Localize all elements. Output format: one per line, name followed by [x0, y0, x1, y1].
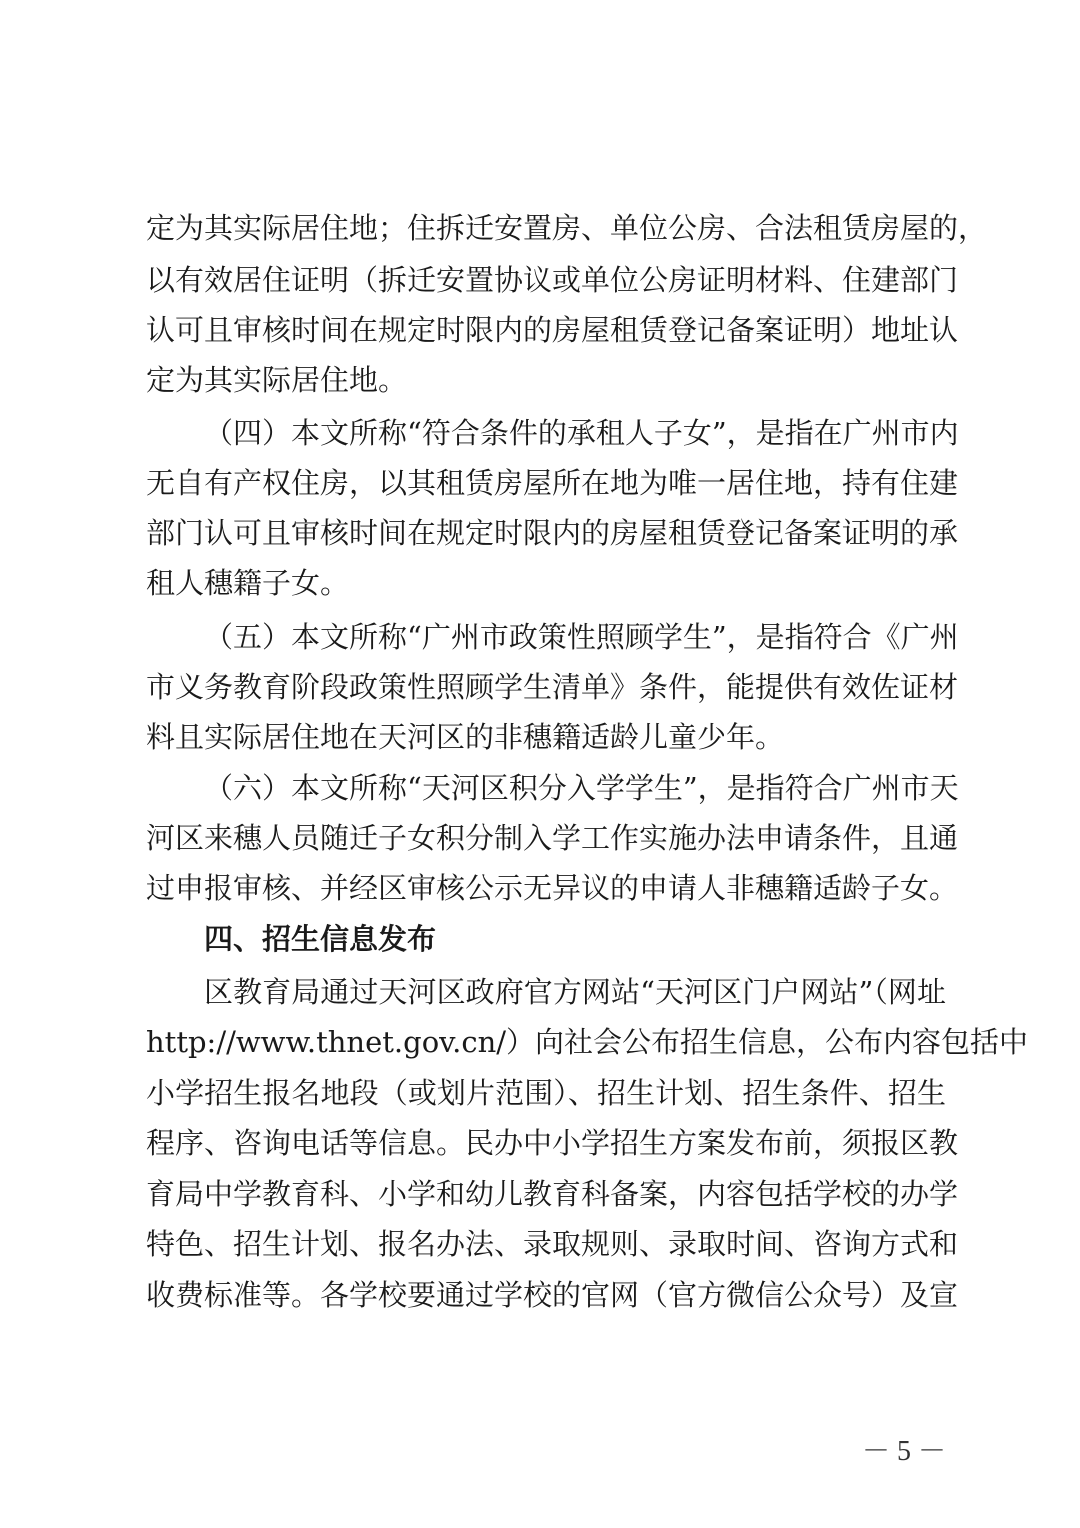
paragraph-line: 区教育局通过天河区政府官方网站“天河区门户网站”（网址 [204, 975, 946, 1009]
paragraph-line: 认可且审核时间在规定时限内的房屋租赁登记备案证明）地址认 [146, 313, 959, 347]
paragraph-line: 收费标准等。各学校要通过学校的官网（官方微信公众号）及宣 [146, 1278, 959, 1312]
section-heading: 四、招生信息发布 [204, 922, 437, 956]
paragraph-line: （六）本文所称“天河区积分入学学生”，是指符合广州市天 [204, 771, 959, 805]
paragraph-line: 河区来穗人员随迁子女积分制入学工作实施办法申请条件，且通 [146, 821, 959, 855]
paragraph-line: 料且实际居住地在天河区的非穗籍适龄儿童少年。 [146, 720, 785, 754]
paragraph-line: 定为其实际居住地。 [146, 363, 408, 397]
page-number: － 5 － [861, 1436, 946, 1467]
paragraph-line: 育局中学教育科、小学和幼儿教育科备案，内容包括学校的办学 [146, 1177, 959, 1211]
paragraph-line: 小学招生报名地段（或划片范围）、招生计划、招生条件、招生 [146, 1076, 946, 1110]
paragraph-line: 部门认可且审核时间在规定时限内的房屋租赁登记备案证明的承 [146, 516, 959, 550]
paragraph-line: 租人穗籍子女。 [146, 566, 350, 600]
paragraph-line: http://www.thnet.gov.cn/）向社会公布招生信息，公布内容包括中 [146, 1025, 1029, 1059]
paragraph-line: 无自有产权住房，以其租赁房屋所在地为唯一居住地，持有住建 [146, 466, 959, 500]
paragraph-line: 以有效居住证明（拆迁安置协议或单位公房证明材料、住建部门 [146, 263, 959, 297]
paragraph-line: 市义务教育阶段政策性照顾学生清单》条件，能提供有效佐证材 [146, 670, 959, 704]
paragraph-line: 过申报审核、并经区审核公示无异议的申请人非穗籍适龄子女。 [146, 871, 959, 905]
paragraph-line: 定为其实际居住地；住拆迁安置房、单位公房、合法租赁房屋的， [146, 211, 988, 245]
paragraph-line: （五）本文所称“广州市政策性照顾学生”，是指符合《广州 [204, 620, 959, 654]
paragraph-line: 程序、咨询电话等信息。民办中小学招生方案发布前，须报区教 [146, 1126, 959, 1160]
paragraph-line: 特色、招生计划、报名办法、录取规则、录取时间、咨询方式和 [146, 1227, 959, 1261]
paragraph-line: （四）本文所称“符合条件的承租人子女”，是指在广州市内 [204, 416, 959, 450]
